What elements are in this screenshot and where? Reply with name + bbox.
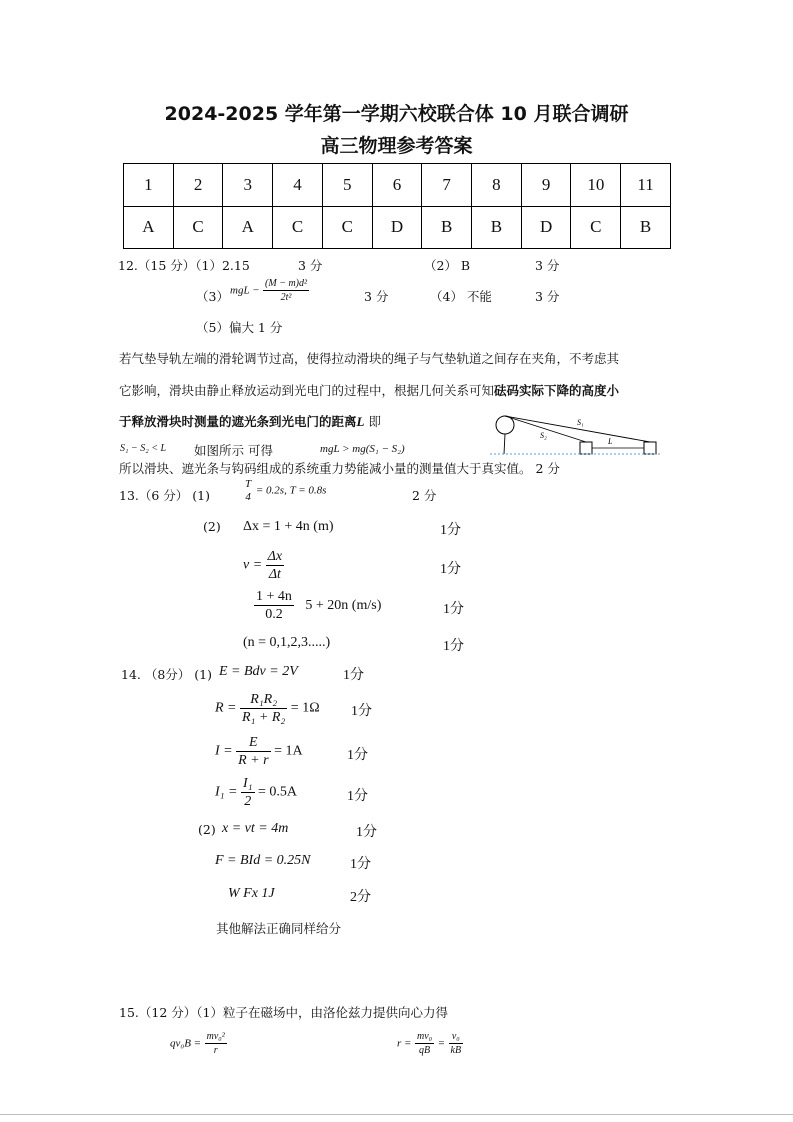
q12-explain-line3-tail: 即	[364, 414, 381, 429]
pulley-icon	[496, 416, 514, 434]
question-number: 6	[372, 164, 422, 207]
q15-eq2	[397, 1030, 463, 1057]
question-number: 7	[422, 164, 472, 207]
q15-heading: 15.（12 分）（1）粒子在磁场中，由洛伦兹力提供向心力得	[119, 1005, 448, 1020]
q12-relation: S₁ − S₂ < L	[120, 443, 167, 454]
question-number: 11	[621, 164, 671, 207]
q13-eq2-score: 1分	[440, 523, 461, 538]
q12-explain-line3	[119, 412, 381, 430]
q14-eq3-fraction	[236, 734, 270, 769]
question-number-row	[124, 164, 671, 207]
q14-eq7-score: 2分	[350, 890, 371, 905]
q13-eq3	[243, 548, 284, 583]
q14-eq3-rest: = 1A	[274, 743, 303, 759]
answer-cell: B	[472, 206, 522, 249]
q15-eq1-num: mv₀²	[206, 1031, 225, 1042]
answer-cell: A	[223, 206, 273, 249]
q13-heading: 13.（6 分） (1)	[119, 488, 210, 503]
answer-cell: C	[571, 206, 621, 249]
answer-cell: C	[322, 206, 372, 249]
q14-eq6-score: 1分	[350, 857, 371, 872]
q14-eq1: E = Bdv = 2V	[219, 664, 298, 679]
q14-eq1-score: 1分	[343, 668, 364, 683]
answer-cell: D	[372, 206, 422, 249]
q13-eq4-score: 1分	[443, 602, 464, 617]
q14-note: 其他解法正确同样给分	[216, 921, 342, 936]
slider-block-start	[580, 442, 592, 454]
q14-eq3-score: 1分	[347, 748, 368, 763]
q15-eq1-lhs: qv₀B =	[170, 1037, 202, 1050]
q13-eq3-fraction	[266, 548, 284, 583]
q14-eq2-num: R₁R₂	[240, 691, 287, 709]
q13-eq4	[254, 588, 381, 623]
q12-p4: （4） 不能	[430, 289, 492, 304]
q13-eq3-num: Δx	[267, 549, 283, 564]
q15-eq2-den1: qB	[418, 1045, 431, 1056]
q13-eq4-num: 1 + 4n	[256, 589, 292, 604]
answer-cell: B	[422, 206, 472, 249]
q12-p5: （5）偏大 1 分	[196, 320, 283, 335]
q13-eq1	[243, 478, 326, 504]
q14-eq4-fraction	[241, 775, 255, 810]
q14-eq7: W Fx 1J	[228, 886, 275, 901]
q13-eq5: (n = 0,1,2,3.....)	[243, 635, 331, 650]
label-L: L	[608, 437, 613, 446]
q13-eq1-rest: = 0.2s, T = 0.8s	[255, 484, 327, 497]
answer-cell: C	[273, 206, 323, 249]
page-subtitle: 高三物理参考答案	[320, 135, 473, 157]
q15-eq1-fraction	[205, 1030, 227, 1057]
q15-eq1	[170, 1030, 227, 1057]
q12-explain-line1: 若气垫导轨左端的滑轮调节过高，使得拉动滑块的绳子与气垫轨道之间存在夹角，不考虑其	[119, 351, 620, 366]
q15-eq2-num1: mv₀	[416, 1031, 433, 1042]
q13-eq4-den: 0.2	[265, 607, 283, 622]
label-s2: S₂	[540, 431, 547, 440]
q12-explain-line3-bold: 于释放滑块时测量的遮光条到光电门的距离	[119, 414, 357, 429]
answer-cell: C	[173, 206, 223, 249]
q13-eq1-den: 4	[245, 491, 251, 503]
q14-eq4-num: I₁	[242, 776, 253, 791]
q13-p2: (2)	[203, 519, 221, 534]
answer-cell: D	[521, 206, 571, 249]
q12-p3-num: (M − m)d²	[265, 278, 308, 289]
question-number: 1	[124, 164, 174, 207]
q12-p3-expr: mgL −	[230, 284, 260, 297]
q12-relation-text: 如图所示 可得	[194, 443, 273, 458]
q12-p2-score: 3 分	[535, 258, 560, 273]
q13-eq3-lhs: v =	[243, 557, 263, 573]
q13-eq4-rest: 5 + 20n (m/s)	[305, 597, 382, 613]
q12-explain-line2-normal: 它影响，滑块由静止释放运动到光电门的过程中，根据几何关系可知	[119, 383, 495, 398]
q14-eq5-score: 1分	[356, 825, 377, 840]
page-bottom-divider	[0, 1114, 793, 1115]
q14-eq2-fraction	[240, 691, 287, 726]
q14-eq4-den: 2	[244, 794, 252, 809]
q14-eq4-score: 1分	[347, 789, 368, 804]
q14-heading: 14. （8分） (1)	[121, 667, 212, 682]
q12-p3-label: （3）	[196, 289, 229, 304]
q12-heading: 12.（15 分）（1）2.15	[118, 258, 250, 273]
q13-eq3-den: Δt	[268, 567, 281, 582]
q15-eq2-den2: kB	[450, 1045, 462, 1056]
q12-explain-line2-bold: 砝码实际下降的高度小	[494, 383, 620, 398]
q14-p2: (2)	[198, 822, 216, 837]
q12-explain-line2	[119, 381, 619, 399]
q13-eq3-score: 1分	[440, 562, 461, 577]
q13-eq5-score: 1分	[443, 639, 464, 654]
q12-relation2: mgL > mg(S₁ − S₂)	[320, 443, 405, 455]
question-number: 10	[571, 164, 621, 207]
answer-cell: A	[124, 206, 174, 249]
q14-eq3-num: E	[236, 734, 270, 752]
answer-row	[124, 206, 671, 249]
hanging-rope	[504, 434, 505, 454]
q14-eq6: F = BId = 0.25N	[215, 853, 311, 868]
q15-eq2-equals: =	[437, 1037, 446, 1050]
q14-eq4-rest: = 0.5A	[258, 784, 298, 800]
q14-eq2-rest: = 1Ω	[290, 700, 320, 716]
question-number: 8	[472, 164, 522, 207]
q14-eq2-lhs: R =	[215, 700, 237, 716]
q14-eq3	[215, 734, 303, 769]
label-s1: S₁	[577, 418, 584, 427]
q15-eq2-fraction1	[415, 1030, 434, 1057]
q13-eq4-fraction	[254, 588, 294, 623]
answer-cell: B	[621, 206, 671, 249]
q12-p1-score: 3 分	[298, 258, 323, 273]
question-number: 5	[322, 164, 372, 207]
slider-block-end	[644, 442, 656, 454]
q13-eq2: Δx = 1 + 4n (m)	[243, 519, 334, 534]
question-number: 2	[173, 164, 223, 207]
q14-eq4-lhs: I₁ =	[215, 784, 238, 800]
q15-eq2-fraction2	[449, 1030, 464, 1057]
q12-p2: （2） B	[424, 258, 471, 273]
question-number: 4	[273, 164, 323, 207]
question-number: 3	[223, 164, 273, 207]
question-number: 9	[521, 164, 571, 207]
q14-eq3-den: R + r	[238, 753, 269, 768]
page-title: 2024-2025 学年第一学期六校联合体 10 月联合调研	[164, 103, 629, 125]
pulley-diagram	[490, 410, 662, 460]
answer-table	[123, 163, 671, 249]
q13-eq1-score: 2 分	[412, 488, 437, 503]
q15-eq2-num2: v₀	[449, 1030, 464, 1044]
q14-eq3-lhs: I =	[215, 743, 233, 759]
q12-explain-line3-L: L	[356, 414, 365, 429]
q15-eq2-lhs: r =	[397, 1037, 412, 1050]
q14-eq4	[215, 775, 297, 810]
q13-eq1-num: T	[245, 478, 252, 490]
q12-conclusion: 所以滑块、遮光条与钩码组成的系统重力势能减小量的测量值大于真实值。 2 分	[119, 461, 560, 476]
q12-p3-den: 2t²	[280, 292, 292, 303]
q12-p3-formula	[230, 277, 309, 304]
q14-eq2	[215, 691, 320, 726]
q12-p4-score: 3 分	[535, 289, 560, 304]
q14-eq2-den: R₁ + R₂	[242, 710, 286, 725]
q12-p3-score: 3 分	[364, 289, 389, 304]
q14-eq5: x = vt = 4m	[222, 821, 289, 836]
q15-eq1-den: r	[213, 1045, 218, 1056]
q13-eq1-fraction	[243, 478, 253, 504]
q14-eq2-score: 1分	[351, 704, 372, 719]
q12-p3-fraction	[263, 277, 309, 304]
